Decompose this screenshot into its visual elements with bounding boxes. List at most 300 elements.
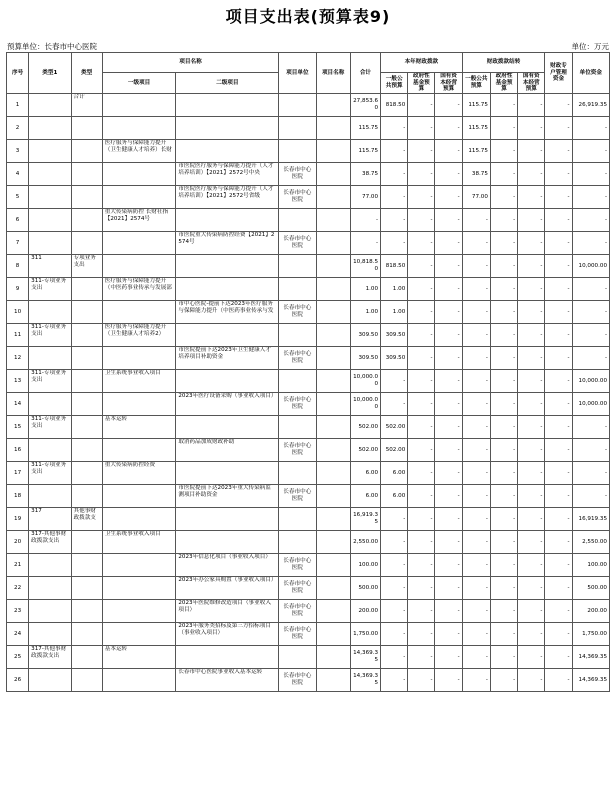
cell-level1-project: 基本运转	[102, 416, 176, 439]
cell-co-state: -	[518, 531, 545, 554]
cell-co-general: -	[462, 600, 490, 623]
budget-unit-label: 预算单位：长春市中心医院	[7, 42, 97, 51]
cell-category	[71, 669, 102, 692]
cell-cy-state: -	[435, 416, 462, 439]
cell-level2-project: 市医院医疗服务与保障能力提升（人才培养培训）【2021】2572号省级	[176, 186, 279, 209]
cell-total: 500.00	[350, 577, 380, 600]
cell-co-fund: -	[490, 301, 517, 324]
cell-cy-state: -	[435, 370, 462, 393]
cell-category: 其他事财政拨款支	[71, 508, 102, 531]
cell-category1: 311-专项业务支出	[29, 462, 71, 485]
cell-total: 14,369.35	[350, 669, 380, 692]
cell-cy-state: -	[435, 347, 462, 370]
cell-cy-general: 309.50	[381, 347, 408, 370]
cell-co-general: 115.75	[462, 94, 490, 117]
cell-category: 合计	[71, 94, 102, 117]
cell-cy-fund: -	[408, 324, 435, 347]
cell-category	[71, 209, 102, 232]
cell-co-fund: -	[490, 416, 517, 439]
table-row	[7, 577, 610, 600]
cell-level1-project: 医疗服务与保障能力提升（卫生健康人才培养）长财	[102, 140, 176, 163]
cell-category	[71, 393, 102, 416]
cell-project-unit	[279, 646, 316, 669]
cell-unit-fund: -	[572, 462, 609, 485]
cell-project-title	[316, 554, 350, 577]
cell-project-title	[316, 278, 350, 301]
cell-level2-project	[176, 370, 279, 393]
cell-co-fund: -	[490, 370, 517, 393]
cell-category	[71, 232, 102, 255]
cell-seq: 13	[7, 370, 29, 393]
cell-total: 100.00	[350, 554, 380, 577]
cell-special-account: -	[545, 209, 572, 232]
cell-category	[71, 646, 102, 669]
cell-total: 6.00	[350, 462, 380, 485]
cell-special-account: -	[545, 600, 572, 623]
header-co-general: 一般公共预算	[462, 73, 490, 94]
header-project-name: 项目名称	[102, 53, 278, 73]
cell-cy-general: -	[381, 554, 408, 577]
table-row	[7, 370, 610, 393]
cell-level2-project	[176, 209, 279, 232]
cell-category1: 311-专项业务支出	[29, 416, 71, 439]
cell-level2-project: 2023年医院维修改造项目（事业收入项目）	[176, 600, 279, 623]
cell-unit-fund: -	[572, 301, 609, 324]
table-row	[7, 439, 610, 462]
cell-level2-project: 市医院提前下达2023年重大传染病监测项目补助资金	[176, 485, 279, 508]
cell-seq: 22	[7, 577, 29, 600]
cell-cy-state: -	[435, 485, 462, 508]
cell-seq: 23	[7, 600, 29, 623]
table-row	[7, 669, 610, 692]
cell-unit-fund: 2,550.00	[572, 531, 609, 554]
cell-cy-state: -	[435, 163, 462, 186]
cell-seq: 17	[7, 462, 29, 485]
cell-cy-state: -	[435, 94, 462, 117]
cell-cy-fund: -	[408, 347, 435, 370]
cell-unit-fund: -	[572, 324, 609, 347]
cell-cy-state: -	[435, 577, 462, 600]
cell-level1-project	[102, 508, 176, 531]
cell-project-unit: 长春市中心医院	[279, 600, 316, 623]
cell-co-state: -	[518, 393, 545, 416]
header-category: 类型	[71, 53, 102, 94]
cell-cy-state: -	[435, 669, 462, 692]
cell-co-general: -	[462, 278, 490, 301]
cell-special-account: -	[545, 577, 572, 600]
cell-unit-fund: -	[572, 163, 609, 186]
cell-co-general: -	[462, 531, 490, 554]
cell-project-unit: 长春市中心医院	[279, 163, 316, 186]
cell-seq: 9	[7, 278, 29, 301]
cell-co-state: -	[518, 600, 545, 623]
cell-seq: 5	[7, 186, 29, 209]
cell-project-unit	[279, 370, 316, 393]
cell-co-fund: -	[490, 462, 517, 485]
cell-category	[71, 370, 102, 393]
cell-level1-project: 医疗服务与保障能力提升（卫生健康人才培养2）	[102, 324, 176, 347]
cell-co-fund: -	[490, 531, 517, 554]
cell-total: 1.00	[350, 278, 380, 301]
table-row	[7, 301, 610, 324]
cell-unit-fund: -	[572, 232, 609, 255]
cell-co-state: -	[518, 485, 545, 508]
cell-project-unit	[279, 209, 316, 232]
cell-co-state: -	[518, 324, 545, 347]
cell-total: 38.75	[350, 163, 380, 186]
cell-seq: 10	[7, 301, 29, 324]
cell-level1-project	[102, 163, 176, 186]
cell-seq: 4	[7, 163, 29, 186]
header-level2: 二级项目	[176, 73, 279, 94]
cell-seq: 11	[7, 324, 29, 347]
cell-level1-project: 重大传染病防控 长财社指【2021】2574号	[102, 209, 176, 232]
cell-total: 10,818.50	[350, 255, 380, 278]
cell-cy-fund: -	[408, 577, 435, 600]
cell-cy-state: -	[435, 439, 462, 462]
cell-level2-project	[176, 94, 279, 117]
cell-cy-general: -	[381, 577, 408, 600]
cell-category1	[29, 117, 71, 140]
cell-level2-project: 市医院提前下达2023年卫生健康人才培养项目补助资金	[176, 347, 279, 370]
header-carryover: 财政拨款结转	[462, 53, 545, 73]
cell-co-fund: -	[490, 669, 517, 692]
cell-special-account: -	[545, 94, 572, 117]
cell-total: 309.50	[350, 347, 380, 370]
cell-cy-fund: -	[408, 278, 435, 301]
cell-level2-project: 2023年信息化项目（事业收入项目）	[176, 554, 279, 577]
cell-special-account: -	[545, 324, 572, 347]
cell-category1	[29, 301, 71, 324]
cell-category1	[29, 600, 71, 623]
cell-co-general: -	[462, 255, 490, 278]
cell-co-fund: -	[490, 347, 517, 370]
cell-project-unit	[279, 94, 316, 117]
page-title: 项目支出表(预算表9)	[225, 7, 391, 26]
cell-cy-state: -	[435, 140, 462, 163]
cell-cy-general: -	[381, 163, 408, 186]
cell-special-account: -	[545, 485, 572, 508]
cell-co-state: -	[518, 554, 545, 577]
cell-category1	[29, 94, 71, 117]
cell-co-general: 115.75	[462, 140, 490, 163]
cell-co-general: -	[462, 301, 490, 324]
cell-category	[71, 485, 102, 508]
cell-category1	[29, 554, 71, 577]
cell-level1-project	[102, 577, 176, 600]
cell-special-account: -	[545, 646, 572, 669]
table-row	[7, 163, 610, 186]
cell-co-general: -	[462, 370, 490, 393]
cell-project-title	[316, 623, 350, 646]
cell-cy-general: -	[381, 623, 408, 646]
cell-seq: 19	[7, 508, 29, 531]
table-row	[7, 278, 610, 301]
cell-cy-general: -	[381, 646, 408, 669]
cell-category1	[29, 186, 71, 209]
cell-co-general: -	[462, 416, 490, 439]
table-row	[7, 623, 610, 646]
cell-category: 专项业务支出	[71, 255, 102, 278]
cell-co-state: -	[518, 301, 545, 324]
cell-co-state: -	[518, 646, 545, 669]
cell-cy-fund: -	[408, 255, 435, 278]
cell-co-state: -	[518, 462, 545, 485]
cell-level1-project	[102, 301, 176, 324]
header-cy-fund: 政府性基金预算	[408, 73, 435, 94]
cell-project-title	[316, 370, 350, 393]
cell-total: -	[350, 209, 380, 232]
cell-unit-fund: 10,000.00	[572, 370, 609, 393]
cell-cy-fund: -	[408, 393, 435, 416]
table-row	[7, 416, 610, 439]
cell-cy-general: 1.00	[381, 301, 408, 324]
cell-cy-fund: -	[408, 301, 435, 324]
cell-seq: 25	[7, 646, 29, 669]
cell-category1	[29, 623, 71, 646]
cell-special-account: -	[545, 117, 572, 140]
cell-co-general: -	[462, 646, 490, 669]
cell-project-unit	[279, 462, 316, 485]
cell-project-unit: 长春市中心医院	[279, 669, 316, 692]
cell-co-fund: -	[490, 324, 517, 347]
cell-project-unit: 长春市中心医院	[279, 554, 316, 577]
cell-category1	[29, 485, 71, 508]
cell-co-fund: -	[490, 94, 517, 117]
cell-project-unit: 长春市中心医院	[279, 485, 316, 508]
cell-seq: 26	[7, 669, 29, 692]
cell-cy-state: -	[435, 508, 462, 531]
cell-co-state: -	[518, 209, 545, 232]
cell-co-general: -	[462, 393, 490, 416]
header-level1: 一级项目	[102, 73, 176, 94]
cell-cy-state: -	[435, 646, 462, 669]
cell-total: 6.00	[350, 485, 380, 508]
cell-category1	[29, 140, 71, 163]
cell-cy-fund: -	[408, 416, 435, 439]
cell-cy-general: 818.50	[381, 94, 408, 117]
cell-project-title	[316, 600, 350, 623]
cell-cy-state: -	[435, 232, 462, 255]
cell-level1-project	[102, 669, 176, 692]
cell-special-account: -	[545, 462, 572, 485]
cell-category	[71, 140, 102, 163]
cell-total: 502.00	[350, 416, 380, 439]
cell-cy-fund: -	[408, 623, 435, 646]
header-current-year-appropriation: 本年财政拨款	[381, 53, 463, 73]
cell-cy-fund: -	[408, 439, 435, 462]
cell-seq: 21	[7, 554, 29, 577]
cell-cy-general: 6.00	[381, 485, 408, 508]
cell-cy-fund: -	[408, 600, 435, 623]
cell-seq: 3	[7, 140, 29, 163]
cell-project-title	[316, 416, 350, 439]
cell-cy-state: -	[435, 324, 462, 347]
cell-category1	[29, 163, 71, 186]
table-row	[7, 508, 610, 531]
cell-cy-state: -	[435, 278, 462, 301]
cell-cy-fund: -	[408, 117, 435, 140]
cell-category1: 317-其他事财政拨款支出	[29, 531, 71, 554]
header-category1: 类型1	[29, 53, 71, 94]
cell-cy-general: -	[381, 600, 408, 623]
cell-unit-fund: 10,000.00	[572, 255, 609, 278]
cell-level1-project	[102, 232, 176, 255]
table-row	[7, 255, 610, 278]
cell-seq: 20	[7, 531, 29, 554]
cell-category	[71, 278, 102, 301]
cell-total: 27,853.60	[350, 94, 380, 117]
cell-project-unit: 长春市中心医院	[279, 439, 316, 462]
cell-co-fund: -	[490, 186, 517, 209]
cell-level2-project	[176, 324, 279, 347]
cell-special-account: -	[545, 186, 572, 209]
cell-project-unit	[279, 324, 316, 347]
cell-level1-project: 基本运转	[102, 646, 176, 669]
cell-cy-state: -	[435, 554, 462, 577]
cell-level1-project	[102, 117, 176, 140]
cell-project-title	[316, 531, 350, 554]
table-row	[7, 347, 610, 370]
table-row	[7, 554, 610, 577]
cell-co-state: -	[518, 117, 545, 140]
header-project-title: 项目名称	[316, 53, 350, 94]
cell-project-unit	[279, 508, 316, 531]
cell-level1-project	[102, 393, 176, 416]
cell-unit-fund: 100.00	[572, 554, 609, 577]
cell-co-state: -	[518, 94, 545, 117]
cell-cy-fund: -	[408, 554, 435, 577]
cell-cy-fund: -	[408, 370, 435, 393]
cell-level1-project	[102, 255, 176, 278]
cell-co-general: -	[462, 485, 490, 508]
cell-project-title	[316, 163, 350, 186]
cell-unit-fund: -	[572, 209, 609, 232]
cell-total: 77.00	[350, 186, 380, 209]
cell-total: 10,000.00	[350, 370, 380, 393]
cell-category1	[29, 393, 71, 416]
cell-cy-general: -	[381, 232, 408, 255]
cell-unit-fund: 200.00	[572, 600, 609, 623]
table-row	[7, 531, 610, 554]
cell-level2-project	[176, 416, 279, 439]
cell-co-state: -	[518, 439, 545, 462]
cell-category	[71, 439, 102, 462]
cell-category	[71, 600, 102, 623]
cell-co-fund: -	[490, 232, 517, 255]
cell-category	[71, 623, 102, 646]
cell-project-unit: 长春市中心医院	[279, 232, 316, 255]
cell-co-fund: -	[490, 278, 517, 301]
project-expenditure-table	[6, 52, 610, 692]
cell-co-state: -	[518, 140, 545, 163]
cell-co-general: 115.75	[462, 117, 490, 140]
cell-project-unit	[279, 278, 316, 301]
cell-co-state: -	[518, 577, 545, 600]
cell-category	[71, 577, 102, 600]
cell-level2-project: 市医院医疗服务与保障能力提升（人才培养培训）【2021】2572号中央	[176, 163, 279, 186]
cell-co-general: -	[462, 577, 490, 600]
cell-project-unit	[279, 416, 316, 439]
table-row	[7, 209, 610, 232]
cell-cy-fund: -	[408, 163, 435, 186]
cell-seq: 16	[7, 439, 29, 462]
cell-category1: 311-专项业务支出	[29, 324, 71, 347]
cell-seq: 24	[7, 623, 29, 646]
cell-co-fund: -	[490, 554, 517, 577]
table-row	[7, 117, 610, 140]
cell-cy-state: -	[435, 393, 462, 416]
cell-special-account: -	[545, 439, 572, 462]
cell-cy-fund: -	[408, 140, 435, 163]
cell-co-state: -	[518, 416, 545, 439]
cell-category	[71, 186, 102, 209]
cell-project-unit: 长春市中心医院	[279, 577, 316, 600]
cell-cy-fund: -	[408, 646, 435, 669]
cell-level1-project: 卫生系统事业收入项目	[102, 531, 176, 554]
cell-category1: 311	[29, 255, 71, 278]
cell-unit-fund: -	[572, 416, 609, 439]
cell-level1-project	[102, 554, 176, 577]
cell-co-general: -	[462, 324, 490, 347]
cell-project-unit: 长春市中心医院	[279, 393, 316, 416]
header-seq: 序号	[7, 53, 29, 94]
cell-unit-fund: 14,369.35	[572, 646, 609, 669]
cell-level2-project: 市医院重大传染病防控经费【2021】2574号	[176, 232, 279, 255]
cell-cy-general: 502.00	[381, 416, 408, 439]
cell-total: 2,550.00	[350, 531, 380, 554]
cell-project-title	[316, 140, 350, 163]
cell-special-account: -	[545, 232, 572, 255]
cell-cy-general: -	[381, 370, 408, 393]
cell-project-unit: 长春市中心医院	[279, 186, 316, 209]
cell-project-title	[316, 508, 350, 531]
cell-co-fund: -	[490, 140, 517, 163]
cell-co-general: -	[462, 209, 490, 232]
cell-project-title	[316, 232, 350, 255]
cell-cy-general: -	[381, 209, 408, 232]
cell-category1: 317	[29, 508, 71, 531]
cell-cy-state: -	[435, 117, 462, 140]
cell-special-account: -	[545, 255, 572, 278]
cell-category	[71, 163, 102, 186]
cell-special-account: -	[545, 347, 572, 370]
cell-level2-project	[176, 646, 279, 669]
cell-cy-fund: -	[408, 186, 435, 209]
cell-project-title	[316, 186, 350, 209]
cell-project-title	[316, 347, 350, 370]
cell-category	[71, 117, 102, 140]
cell-cy-fund: -	[408, 94, 435, 117]
cell-project-title	[316, 646, 350, 669]
cell-category	[71, 347, 102, 370]
cell-cy-general: -	[381, 669, 408, 692]
cell-special-account: -	[545, 531, 572, 554]
cell-level1-project	[102, 600, 176, 623]
cell-special-account: -	[545, 278, 572, 301]
cell-unit-fund: 14,369.35	[572, 669, 609, 692]
cell-co-general: 38.75	[462, 163, 490, 186]
cell-cy-general: -	[381, 393, 408, 416]
table-row	[7, 232, 610, 255]
cell-cy-state: -	[435, 186, 462, 209]
cell-level1-project	[102, 623, 176, 646]
cell-level1-project: 卫生系统事业收入项目	[102, 370, 176, 393]
table-row	[7, 600, 610, 623]
cell-co-general: -	[462, 439, 490, 462]
cell-co-general: -	[462, 232, 490, 255]
cell-level2-project: 长春市中心医院事业收入基本运转	[176, 669, 279, 692]
